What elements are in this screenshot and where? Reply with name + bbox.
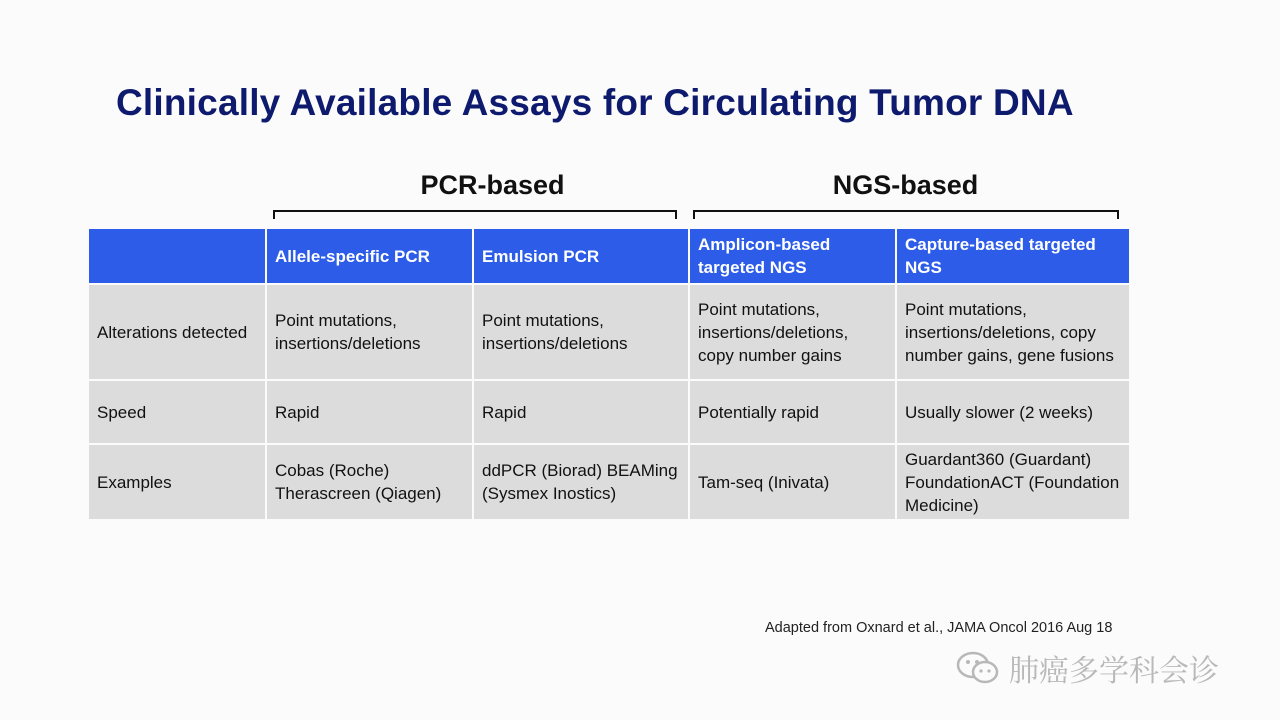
table-cell: Point mutations, insertions/deletions [266,284,473,380]
table-header-row [88,228,1130,284]
table-cell: Point mutations, insertions/deletions [473,284,689,380]
row-label: Examples [88,444,266,520]
watermark [955,646,1219,690]
watermark-text: 肺癌多学科会诊 [1009,655,1219,688]
header-cell-emulsion-pcr: Emulsion PCR [473,228,689,284]
header-cell-empty [88,228,266,284]
header-cell-allele-specific-pcr: Allele-specific PCR [266,228,473,284]
header-cell-capture-ngs: Capture-based targeted NGS [896,228,1130,284]
table-cell: Tam-seq (Inivata) [689,444,896,520]
table-cell: ddPCR (Biorad) BEAMing (Sysmex Inostics) [473,444,689,520]
table-cell: Potentially rapid [689,380,896,444]
assay-table [87,227,1131,521]
table-row [88,444,1130,520]
row-label: Alterations detected [88,284,266,380]
table-cell: Rapid [473,380,689,444]
ngs-bracket [693,210,1119,219]
slide-title: Clinically Available Assays for Circulating Tumor DNA [116,82,1074,123]
table-row [88,380,1130,444]
group-label-ngs: NGS-based [832,170,979,200]
table-cell: Point mutations, insertions/deletions, copy number gains, gene fusions [896,284,1130,380]
table-cell: Usually slower (2 weeks) [896,380,1130,444]
table-cell: Rapid [266,380,473,444]
table-cell: Cobas (Roche) Therascreen (Qiagen) [266,444,473,520]
row-label: Speed [88,380,266,444]
group-label-pcr: PCR-based [420,170,565,200]
header-cell-amplicon-ngs: Amplicon-based targeted NGS [689,228,896,284]
table-cell: Guardant360 (Guardant) FoundationACT (Foundation Medicine) [896,444,1130,520]
wechat-icon [955,649,1001,687]
pcr-bracket [273,210,677,219]
table-row [88,284,1130,380]
table-cell: Point mutations, insertions/deletions, copy number gains [689,284,896,380]
citation: Adapted from Oxnard et al., JAMA Oncol 2016 Aug 18 [765,620,1113,636]
